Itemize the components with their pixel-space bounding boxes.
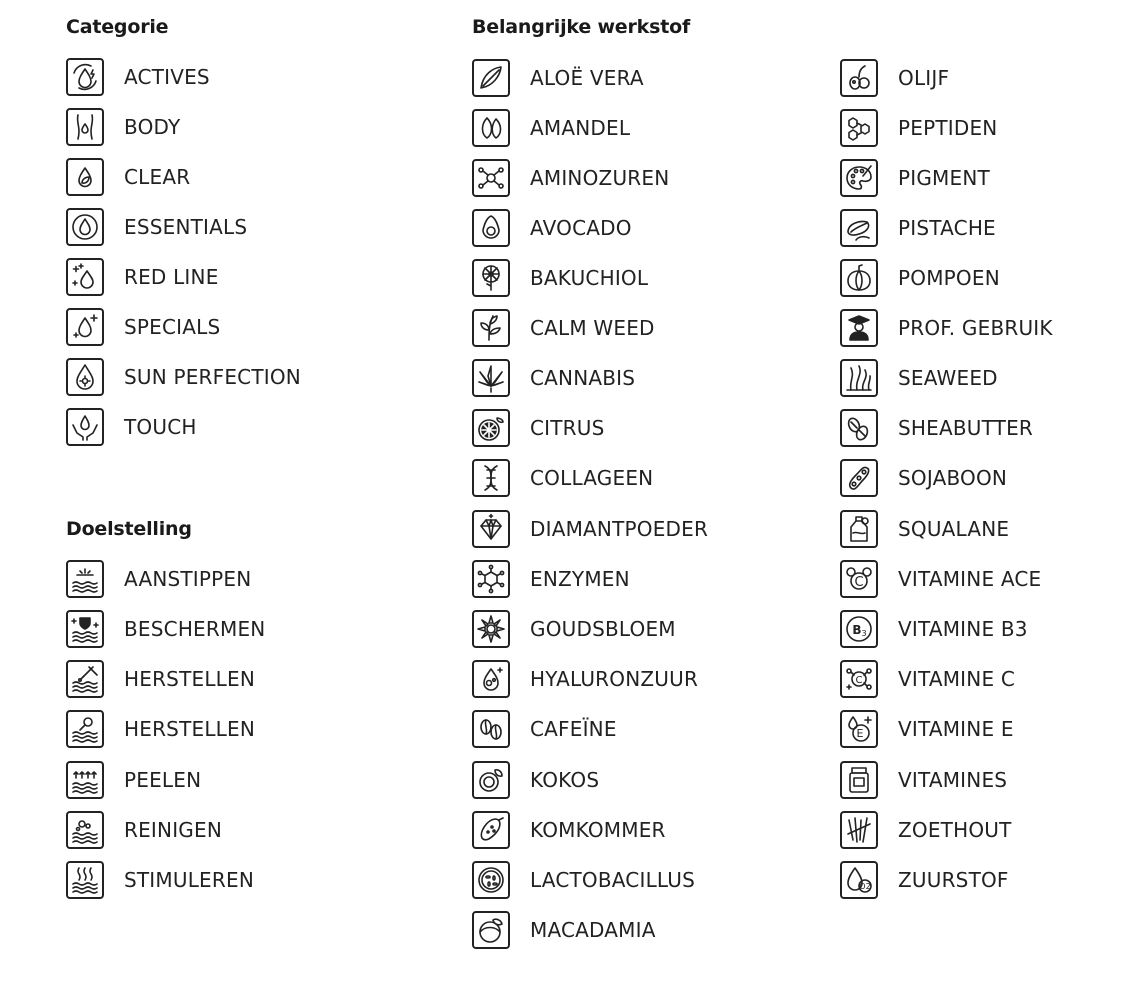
werkstof-item[interactable]: [472, 707, 617, 751]
werkstof-item[interactable]: [472, 657, 698, 701]
macadamia-icon: [472, 911, 510, 949]
item-label: VITAMINE ACE: [898, 567, 1042, 591]
item-label: HYALURONZUUR: [530, 667, 699, 691]
coffee-beans-icon: [472, 710, 510, 748]
categorie-item[interactable]: [66, 155, 190, 199]
item-label: AANSTIPPEN: [124, 567, 252, 591]
item-label: COLLAGEEN: [530, 466, 654, 490]
item-label: PEELEN: [124, 768, 202, 792]
plant-icon: [472, 309, 510, 347]
werkstof-item[interactable]: [840, 206, 996, 250]
werkstof-item[interactable]: [472, 106, 630, 150]
item-label: AMANDEL: [530, 116, 631, 140]
categorie-item[interactable]: [66, 105, 180, 149]
item-label: CAFEÏNE: [530, 717, 617, 741]
categorie-item[interactable]: [66, 405, 197, 449]
werkstof-item[interactable]: [840, 306, 1053, 350]
werkstof-item[interactable]: [840, 808, 1012, 852]
item-label: ZUURSTOF: [898, 868, 1009, 892]
werkstof-item[interactable]: [840, 106, 997, 150]
svg-text:C: C: [854, 575, 864, 590]
vitamin-b3-icon: [840, 610, 878, 648]
item-label: SQUALANE: [898, 517, 1010, 541]
svg-text:E: E: [856, 727, 864, 740]
item-label: HERSTELLEN: [124, 667, 256, 691]
pumpkin-icon: [840, 259, 878, 297]
categorie-title: Categorie: [66, 16, 169, 38]
werkstof-item[interactable]: [472, 507, 708, 551]
item-label: SEAWEED: [898, 366, 998, 390]
item-label: BESCHERMEN: [124, 617, 266, 641]
werkstof-item[interactable]: [840, 156, 990, 200]
drop-bubbles-icon: [472, 660, 510, 698]
doelstelling-item[interactable]: [66, 657, 255, 701]
seaweed-icon: [840, 359, 878, 397]
werkstof-item[interactable]: [472, 607, 676, 651]
vitamin-jar-icon: [840, 761, 878, 799]
drop-leaf-icon: [66, 158, 104, 196]
cucumber-icon: [472, 811, 510, 849]
doelstelling-item[interactable]: [66, 808, 222, 852]
doelstelling-item[interactable]: [66, 607, 265, 651]
item-label: ACTIVES: [124, 65, 210, 89]
avocado-icon: [472, 209, 510, 247]
item-label: VITAMINE B3: [898, 617, 1028, 641]
item-label: DIAMANTPOEDER: [530, 517, 709, 541]
doelstelling-title: Doelstelling: [66, 518, 192, 540]
werkstof-item[interactable]: [472, 206, 632, 250]
drop-sparkle-icon: [66, 308, 104, 346]
svg-text:C: C: [855, 675, 863, 686]
werkstof-item[interactable]: [472, 908, 656, 952]
werkstof-item[interactable]: [472, 56, 644, 100]
werkstof-item[interactable]: [840, 507, 1009, 551]
marigold-icon: [472, 610, 510, 648]
item-label: ZOETHOUT: [898, 818, 1012, 842]
item-label: BODY: [124, 115, 181, 139]
doelstelling-item[interactable]: [66, 758, 201, 802]
item-label: CANNABIS: [530, 366, 636, 390]
item-label: ENZYMEN: [530, 567, 630, 591]
pistachio-icon: [840, 209, 878, 247]
oil-bottle-icon: [840, 510, 878, 548]
item-label: ALOË VERA: [530, 66, 644, 90]
item-label: GOUDSBLOEM: [530, 617, 676, 641]
licorice-icon: [840, 811, 878, 849]
coconut-icon: [472, 761, 510, 799]
item-label: VITAMINE E: [898, 717, 1014, 741]
item-label: SOJABOON: [898, 466, 1008, 490]
item-label: POMPOEN: [898, 266, 1000, 290]
werkstof-item[interactable]: [840, 758, 1007, 802]
werkstof-item[interactable]: [472, 256, 648, 300]
werkstof-item[interactable]: [472, 758, 599, 802]
werkstof-item[interactable]: [840, 456, 1007, 500]
item-label: AMINOZUREN: [530, 166, 670, 190]
werkstof-item[interactable]: [472, 557, 630, 601]
vitamin-c-icon: [840, 660, 878, 698]
flower-icon: [472, 259, 510, 297]
item-label: TOUCH: [124, 415, 197, 439]
item-label: STIMULEREN: [124, 868, 254, 892]
item-label: SPECIALS: [124, 315, 221, 339]
almond-icon: [472, 109, 510, 147]
drop-circle-icon: [66, 208, 104, 246]
item-label: KOKOS: [530, 768, 600, 792]
item-label: CLEAR: [124, 165, 191, 189]
hexagon-network-icon: [472, 560, 510, 598]
olive-icon: [840, 59, 878, 97]
werkstof-item[interactable]: [840, 56, 949, 100]
item-label: PEPTIDEN: [898, 116, 998, 140]
vitamin-e-icon: [840, 710, 878, 748]
skin-shield-icon: [66, 610, 104, 648]
categorie-item[interactable]: [66, 255, 219, 299]
werkstof-item[interactable]: [840, 256, 1000, 300]
graduate-icon: [840, 309, 878, 347]
molecule-icon: [472, 159, 510, 197]
drop-crosses-icon: [66, 258, 104, 296]
item-label: PISTACHE: [898, 216, 996, 240]
drop-sun-icon: [66, 358, 104, 396]
doelstelling-item[interactable]: [66, 707, 255, 751]
werkstof-item[interactable]: [840, 707, 1014, 751]
item-label: AVOCADO: [530, 216, 632, 240]
item-label: OLIJF: [898, 66, 950, 90]
werkstof-item[interactable]: [472, 356, 635, 400]
skin-arrows-icon: [66, 761, 104, 799]
item-label: ESSENTIALS: [124, 215, 248, 239]
werkstof-item[interactable]: [472, 808, 666, 852]
item-label: VITAMINE C: [898, 667, 1015, 691]
skin-heat-icon: [66, 861, 104, 899]
hands-drop-icon: [66, 408, 104, 446]
categorie-item[interactable]: [66, 205, 247, 249]
skin-dot-icon: [66, 560, 104, 598]
werkstof-item[interactable]: [472, 456, 653, 500]
item-label: PROF. GEBRUIK: [898, 316, 1053, 340]
werkstof-item[interactable]: [840, 557, 1041, 601]
item-label: BAKUCHIOL: [530, 266, 649, 290]
skin-magnifier-icon: [66, 710, 104, 748]
item-label: PIGMENT: [898, 166, 990, 190]
doelstelling-item[interactable]: [66, 858, 254, 902]
skin-dropper-icon: [66, 660, 104, 698]
werkstof-item[interactable]: [472, 306, 655, 350]
cannabis-leaf-icon: [472, 359, 510, 397]
svg-text:3: 3: [861, 629, 867, 638]
categorie-item[interactable]: [66, 305, 220, 349]
item-label: RED LINE: [124, 265, 219, 289]
shea-nuts-icon: [840, 409, 878, 447]
vitamin-ace-icon: [840, 560, 878, 598]
palette-icon: [840, 159, 878, 197]
oxygen-drop-icon: [840, 861, 878, 899]
skin-bubbles-icon: [66, 811, 104, 849]
petri-dish-icon: [472, 861, 510, 899]
diamond-icon: [472, 510, 510, 548]
hexagons-icon: [840, 109, 878, 147]
aloe-vera-icon: [472, 59, 510, 97]
item-label: KOMKOMMER: [530, 818, 666, 842]
werkstof-item[interactable]: [840, 657, 1015, 701]
item-label: CITRUS: [530, 416, 605, 440]
helix-icon: [472, 459, 510, 497]
item-label: VITAMINES: [898, 768, 1008, 792]
doelstelling-item[interactable]: [66, 557, 251, 601]
werkstof-item[interactable]: [840, 858, 1009, 902]
svg-text:O2: O2: [859, 882, 871, 891]
categorie-item[interactable]: [66, 55, 210, 99]
cycle-drop-lightning-icon: [66, 58, 104, 96]
werkstof-item[interactable]: [472, 858, 695, 902]
svg-text:B: B: [852, 623, 862, 637]
werkstof-item[interactable]: [840, 607, 1028, 651]
body-silhouette-icon: [66, 108, 104, 146]
werkstof-title: Belangrijke werkstof: [472, 16, 691, 38]
citrus-icon: [472, 409, 510, 447]
item-label: SUN PERFECTION: [124, 365, 301, 389]
item-label: REINIGEN: [124, 818, 222, 842]
item-label: SHEABUTTER: [898, 416, 1034, 440]
werkstof-item[interactable]: [840, 406, 1033, 450]
item-label: MACADAMIA: [530, 918, 656, 942]
werkstof-item[interactable]: [472, 156, 669, 200]
soybean-icon: [840, 459, 878, 497]
categorie-item[interactable]: [66, 355, 301, 399]
item-label: HERSTELLEN: [124, 717, 256, 741]
item-label: CALM WEED: [530, 316, 655, 340]
werkstof-item[interactable]: [472, 406, 605, 450]
item-label: LACTOBACILLUS: [530, 868, 695, 892]
werkstof-item[interactable]: [840, 356, 998, 400]
